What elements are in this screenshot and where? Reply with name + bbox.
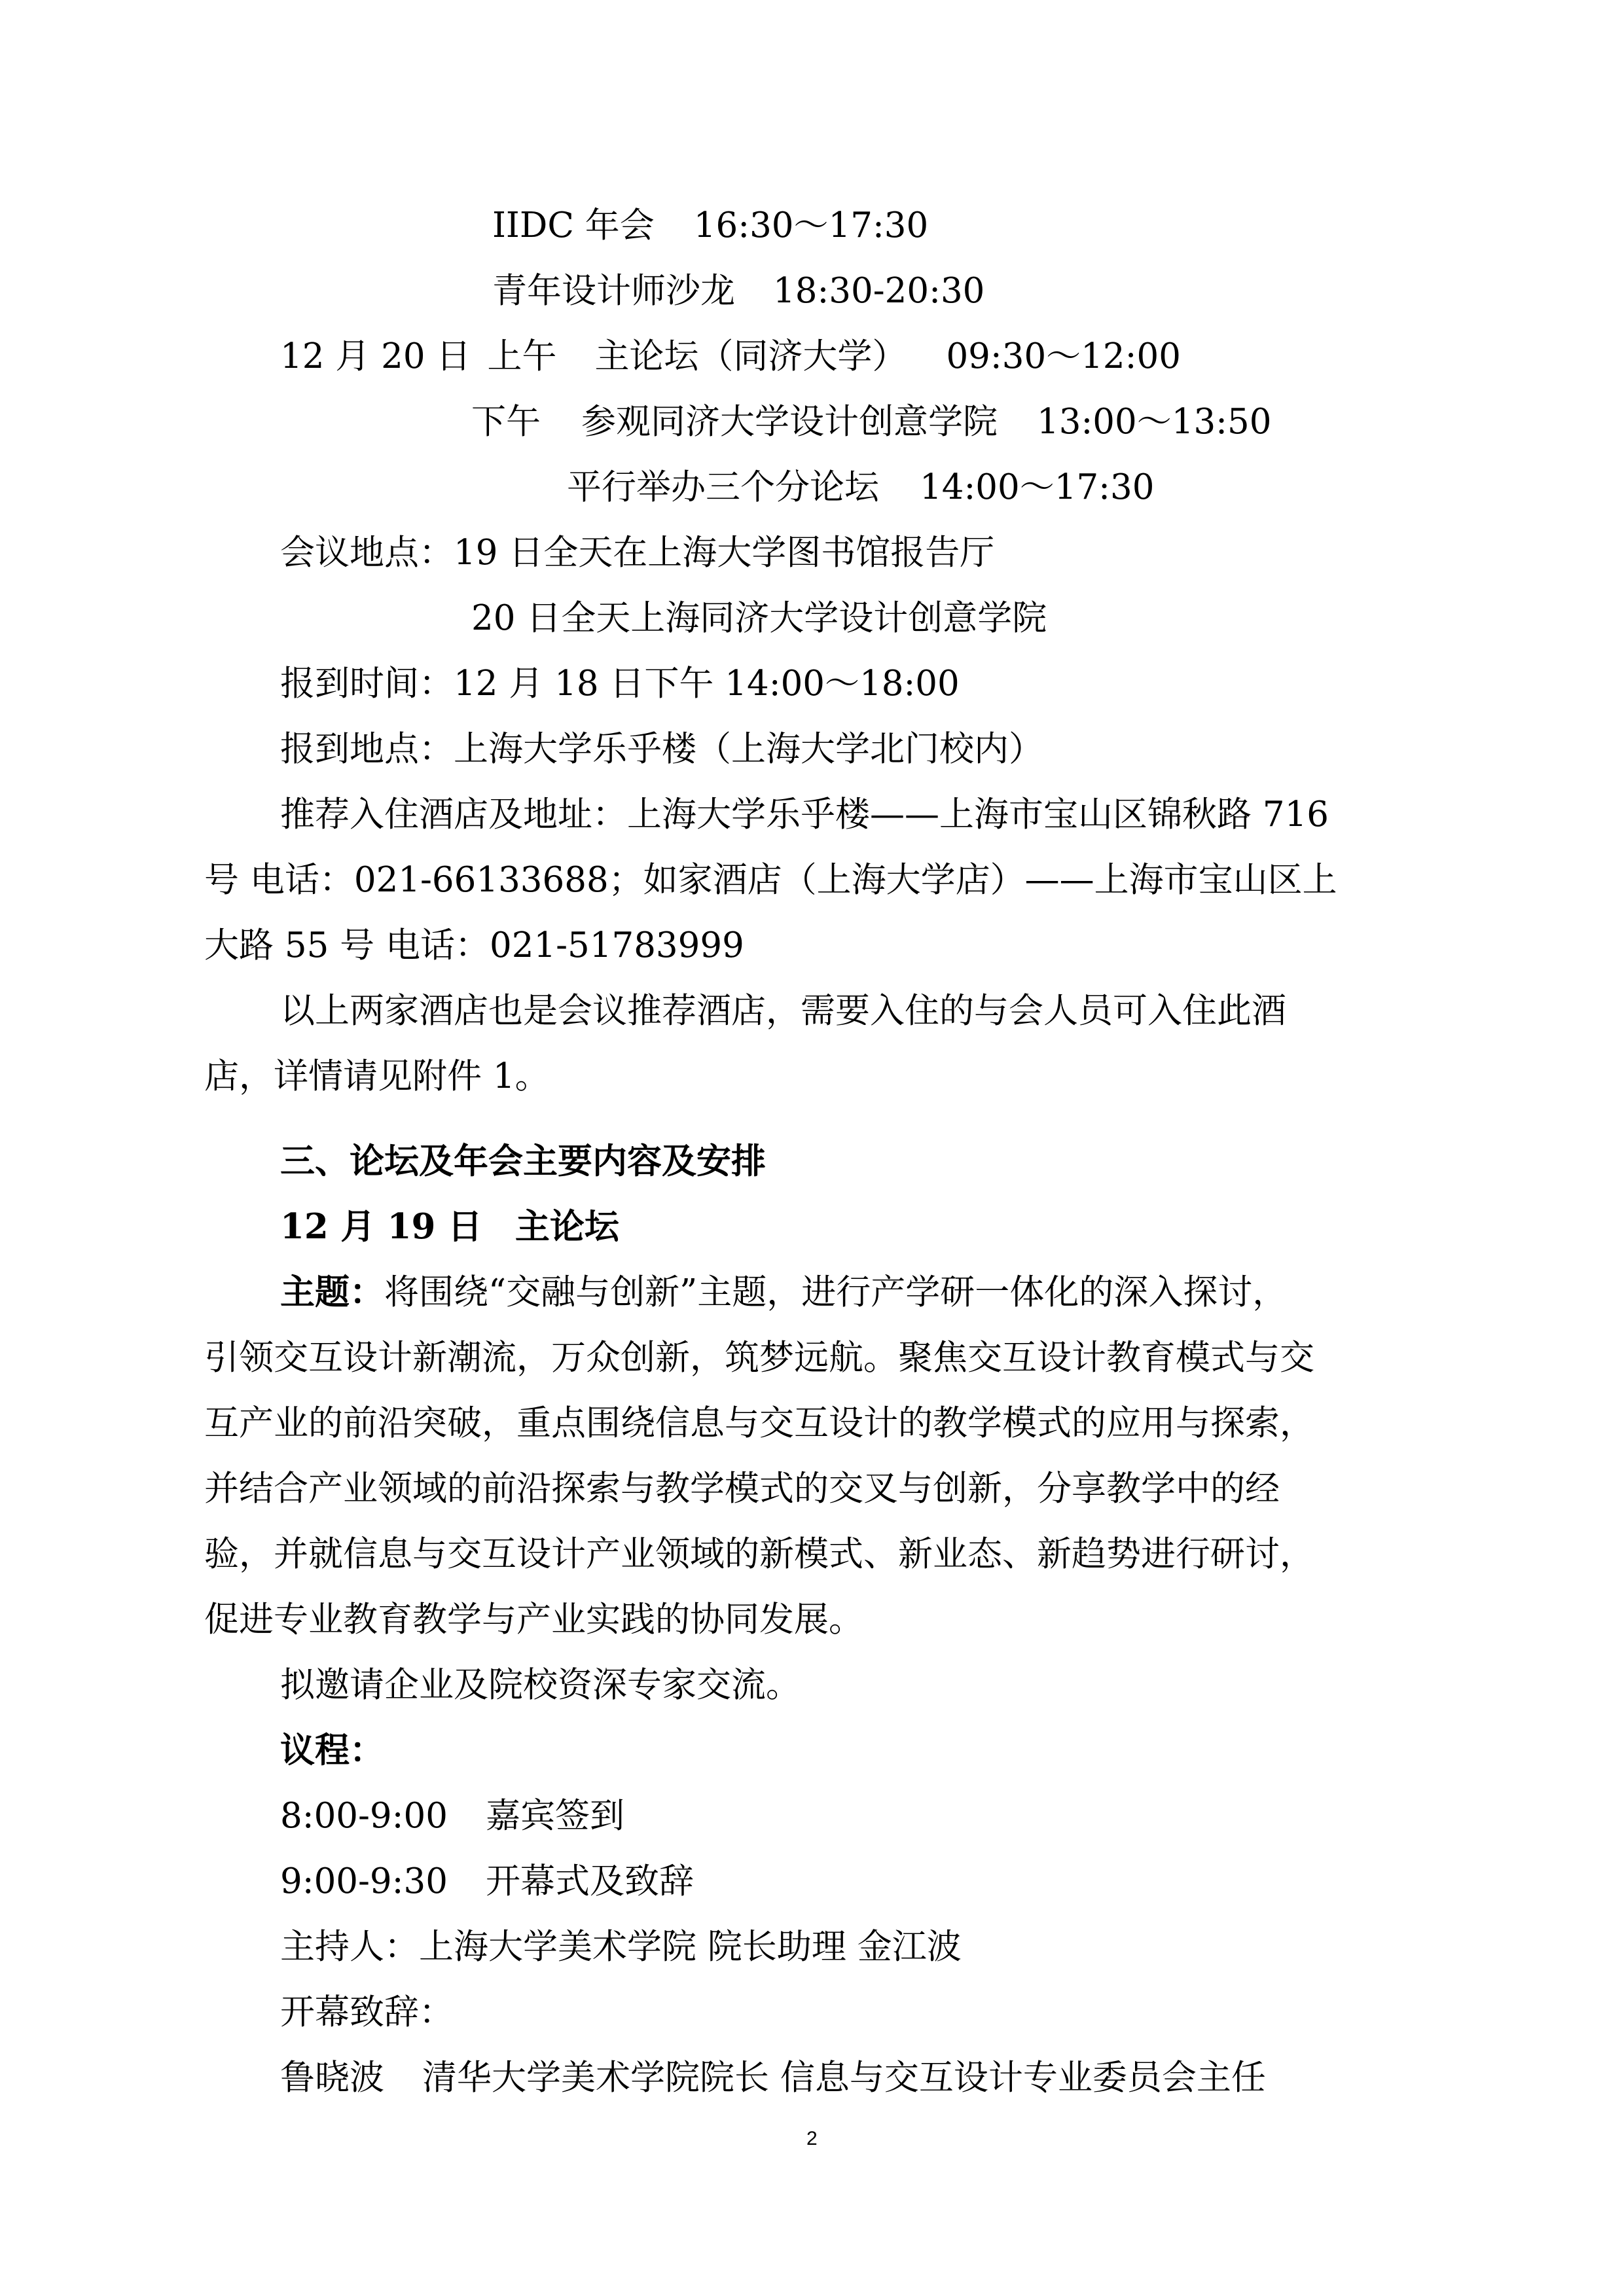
theme-line [280,1272,1288,1312]
agenda-text: 嘉宾签到 [485,1796,624,1836]
checkin-time: 12 月 18 日下午 14:00～18:00 [454,664,960,704]
event-time: 16:30～17:30 [693,206,929,245]
agenda-time: 8:00-9:00 [280,1796,448,1836]
event-label: 青年设计师沙龙 [492,271,735,311]
schedule-iidc-annual-meeting [492,208,928,243]
checkin-place-label: 报到地点： [280,729,454,769]
theme-line: 互产业的前沿突破，重点围绕信息与交互设计的教学模式的应用与探索， [204,1403,1314,1443]
checkin-time-label: 报到时间： [280,664,454,704]
host-line: 主持人：上海大学美术学院 院长助理 金江波 [280,1927,962,1967]
agenda-text: 开幕式及致辞 [485,1861,694,1901]
hotel-line: 号 电话：021-66133688；如家酒店（上海大学店）——上海市宝山区上 [204,860,1337,900]
venue-20: 20 日全天上海同济大学设计创意学院 [471,598,1047,638]
hotel-note-line: 店，详情请见附件 1。 [204,1056,550,1096]
hotel-line: 推荐入住酒店及地址：上海大学乐乎楼——上海市宝山区锦秋路 716 [280,795,1329,834]
speaker-name: 鲁晓波 [280,2058,384,2098]
event-time: 14:00～17:30 [920,467,1155,507]
theme-line: 促进专业教育教学与产业实践的协同发展。 [204,1600,863,1640]
schedule-day-20-afternoon [471,402,1272,442]
subheading-date: 12 月 19 日 [280,1206,482,1247]
venue-line-20 [471,598,1047,638]
hotel-line: 大路 55 号 电话：021-51783999 [204,925,744,965]
event-date: 12 月 20 日 [280,336,471,376]
venue-line-19 [280,533,995,573]
agenda-item [280,1796,624,1836]
event-time: 09:30～12:00 [946,336,1181,376]
subheading-title: 主论坛 [514,1206,619,1247]
hotel-note-line: 以上两家酒店也是会议推荐酒店，需要入住的与会人员可入住此酒 [280,991,1286,1031]
event-label: 主论坛（同济大学） [594,336,907,376]
venue-19: 19 日全天在上海大学图书馆报告厅 [454,533,995,573]
venue-label: 会议地点： [280,533,454,573]
event-period: 下午 [471,402,541,442]
theme-line: 引领交互设计新潮流，万众创新，筑梦远航。聚焦交互设计教育模式与交 [204,1338,1314,1378]
event-label: 平行举办三个分论坛 [567,467,879,507]
checkin-place-line [280,729,1043,769]
schedule-day-20-morning [280,336,1181,376]
page-number: 2 [806,2128,818,2149]
event-time: 13:00～13:50 [1037,402,1272,442]
event-time: 18:30-20:30 [773,271,985,311]
theme-line: 并结合产业领域的前沿探索与教学模式的交叉与创新，分享教学中的经 [204,1469,1280,1509]
agenda-item [280,1861,694,1901]
agenda-time: 9:00-9:30 [280,1861,448,1901]
speaker-line [280,2058,1266,2098]
agenda-label: 议程： [280,1730,384,1770]
event-period: 上午 [487,336,557,376]
opening-speech-label: 开幕致辞： [280,1992,454,2032]
theme-line: 验，并就信息与交互设计产业领域的新模式、新业态、新趋势进行研讨， [204,1534,1314,1574]
speaker-title: 清华大学美术学院院长 信息与交互设计专业委员会主任 [422,2058,1266,2098]
event-label: 参观同济大学设计创意学院 [581,402,998,442]
checkin-place: 上海大学乐乎楼（上海大学北门校内） [454,729,1043,769]
theme-text: 将围绕“交融与创新”主题，进行产学研一体化的深入探讨， [384,1272,1288,1312]
event-label: IIDC 年会 [492,206,655,245]
checkin-time-line [280,664,960,704]
section-heading: 三、论坛及年会主要内容及安排 [280,1141,766,1181]
schedule-day-20-parallel [567,467,1155,507]
invite-line: 拟邀请企业及院校资深专家交流。 [280,1665,801,1705]
theme-label: 主题： [280,1272,384,1312]
section-subheading [280,1206,619,1247]
schedule-young-designer-salon [492,271,985,311]
